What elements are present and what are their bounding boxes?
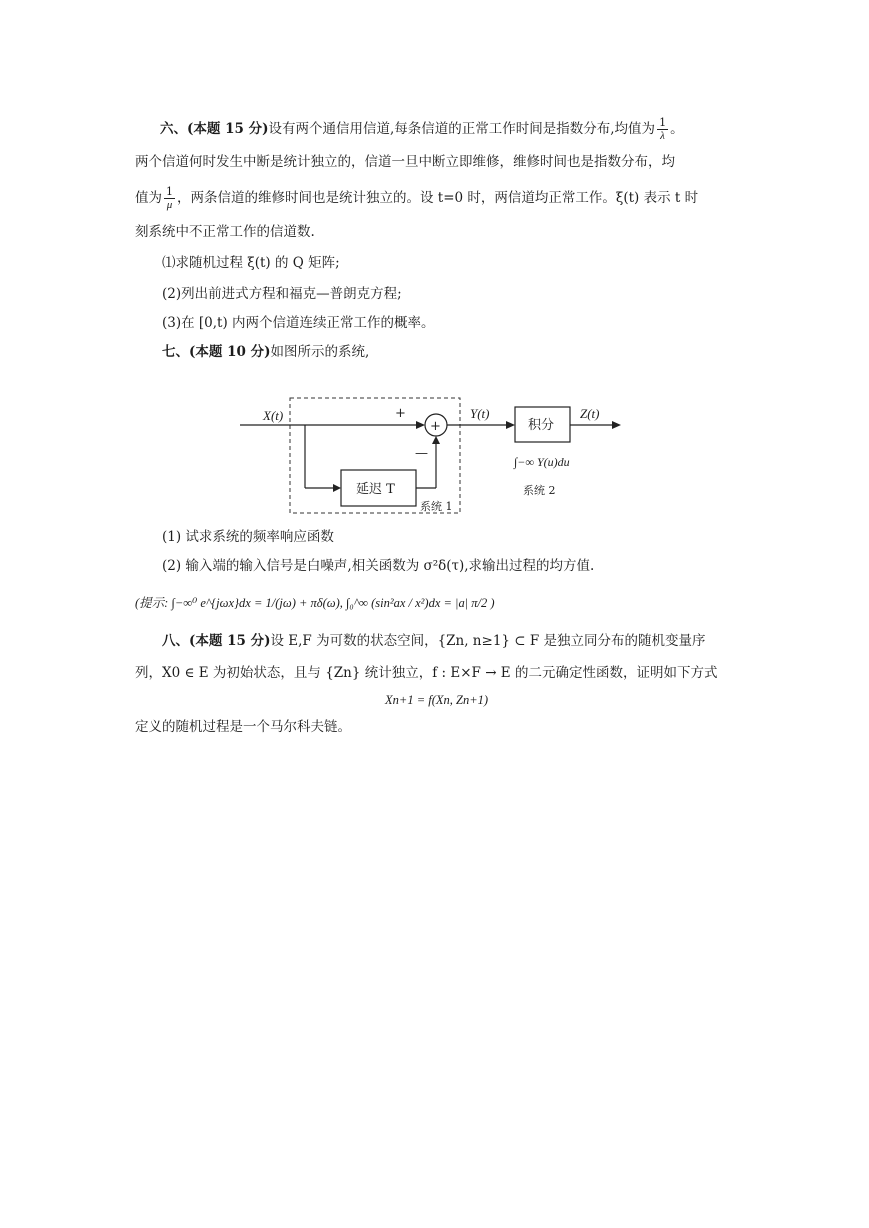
output-arrow: [612, 421, 621, 429]
system2-label: 系统 2: [523, 484, 556, 497]
q6-line3-pre: 值为: [135, 190, 162, 206]
q6-line1-text: 设有两个通信用信道,每条信道的正常工作时间是指数分布,均值为: [268, 121, 656, 137]
integrator-label: 积分: [528, 418, 555, 433]
q8-formula: Xn+1 = f(Xn, Zn+1): [385, 693, 489, 707]
q8-line2: 列，X0 ∈ E 为初始状态，且与 {Zn} 统计独立，f : E×F → E 的二元确定性函数，证明如下方式: [135, 665, 718, 681]
q7-intro: 如图所示的系统,: [270, 344, 370, 360]
frac-numerator: 1: [166, 185, 173, 198]
feedback-arrow: [432, 436, 440, 444]
q6-heading: 六、(本题 15 分): [160, 121, 269, 137]
frac-numerator: 1: [659, 116, 667, 129]
q6-line2: 两个信道何时发生中断是统计独立的，信道一旦中断立即维修，维修时间也是指数分布，均: [135, 154, 675, 170]
q6-frac-lambda: [657, 117, 668, 142]
q7-heading: 七、(本题 10 分): [162, 344, 271, 360]
q6-item2: (2)列出前进式方程和福克—普朗克方程;: [162, 286, 402, 302]
q7-line1: [162, 342, 369, 362]
q6-item1: ⑴求随机过程 ξ(t) 的 Q 矩阵;: [162, 255, 340, 271]
frac-denominator: λ: [660, 130, 665, 142]
q7-hint: (提示: ∫−∞⁰ e^{jωx}dx = 1/(jω) + πδ(ω), ∫₀^∞ (sin²ax / x²)dx = |a| π/2 ): [135, 596, 495, 610]
q8-line1-text: 设 E,F 为可数的状态空间，{Zn, n≥1} ⊂ F 是独立同分布的随机变量序: [270, 633, 706, 649]
input-label: X(t): [263, 408, 284, 423]
q8-line3: 定义的随机过程是一个马尔科夫链。: [135, 719, 351, 735]
q6-line1-end: 。: [670, 121, 684, 137]
input-arrow: [416, 421, 425, 429]
plus-sign: +: [395, 406, 406, 421]
q8-heading: 八、(本题 15 分): [162, 633, 271, 649]
q6-frac-mu: [164, 186, 175, 211]
to-delay-arrow: [333, 484, 341, 492]
system1-label: 系统 1: [420, 500, 453, 513]
q7-item2: (2) 输入端的输入信号是白噪声,相关函数为 σ²δ(τ),求输出过程的均方值.: [162, 558, 595, 574]
output-label: Z(t): [580, 406, 600, 421]
integral-formula: ∫−∞ Y(u)du: [514, 455, 570, 469]
summing-symbol: +: [430, 419, 441, 434]
q6-line4: 刻系统中不正常工作的信道数.: [135, 224, 315, 240]
delay-label: 延迟 T: [356, 482, 395, 497]
q6-line1: [160, 117, 684, 142]
mid-signal-label: Y(t): [470, 406, 490, 421]
system-block-diagram: [130, 380, 740, 520]
frac-denominator: μ: [166, 199, 173, 211]
mid-arrow: [506, 421, 515, 429]
minus-sign: —: [415, 446, 428, 461]
q8-line1: [162, 631, 706, 651]
q7-item1: (1) 试求系统的频率响应函数: [162, 529, 334, 545]
q6-line3-text: ，两条信道的维修时间也是统计独立的。设 t=0 时，两信道均正常工作。ξ(t) 表示 t 时: [177, 190, 699, 206]
q6-line3: [135, 186, 698, 211]
q6-item3: (3)在 [0,t) 内两个信道连续正常工作的概率。: [162, 315, 435, 331]
